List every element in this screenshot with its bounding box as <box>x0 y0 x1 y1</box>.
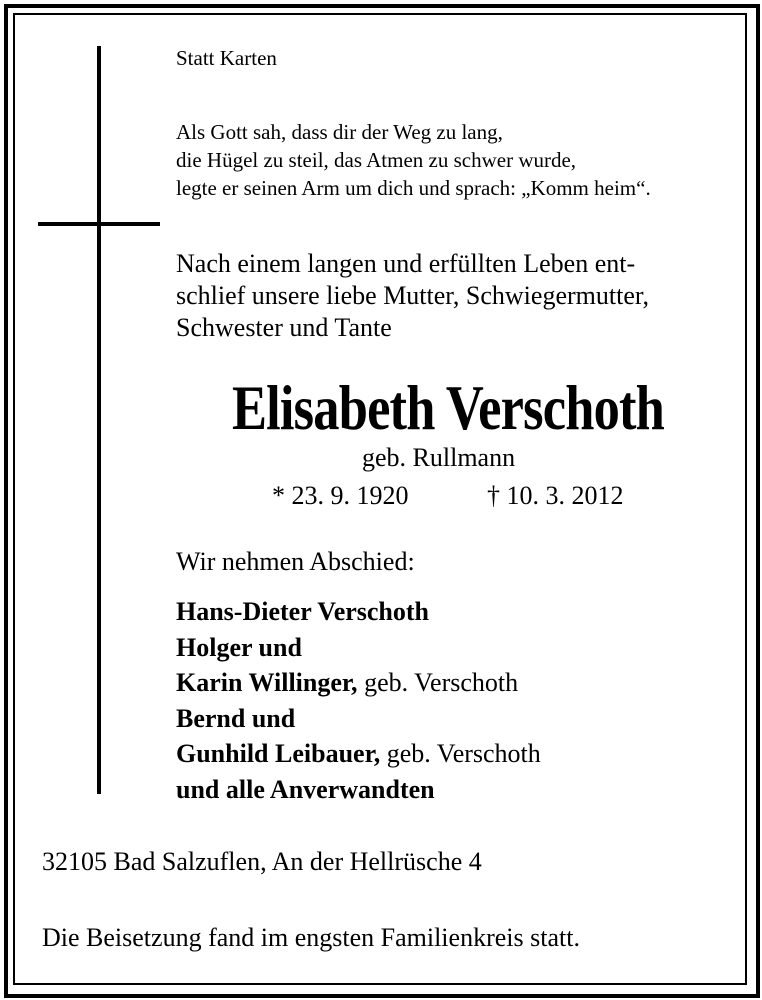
address: 32105 Bad Salzuflen, An der Hellrüsche 4 <box>42 847 482 876</box>
mourner <box>176 665 541 701</box>
mourner <box>176 630 541 666</box>
mourner-name: und alle Anverwandten <box>176 774 435 804</box>
deceased-name: Elisabeth Verschoth <box>231 372 665 443</box>
poem-line: Als Gott sah, dass dir der Weg zu lang, <box>176 120 503 144</box>
mourner <box>176 594 541 630</box>
mourner-name: Holger und <box>176 632 302 662</box>
birth-date: * 23. 9. 1920 <box>272 481 409 510</box>
mourner-name: Hans-Dieter Verschoth <box>176 597 430 626</box>
farewell-text: Wir nehmen Abschied: <box>176 547 415 576</box>
mourner-suffix: geb. Verschoth <box>357 668 519 697</box>
mourner <box>176 772 541 808</box>
mourner-name: Bernd und <box>176 703 296 733</box>
birth-name: geb. Rullmann <box>362 443 516 472</box>
burial-note: Die Beisetzung fand im engsten Familienkreis statt. <box>42 923 580 952</box>
death-date: † 10. 3. 2012 <box>487 481 624 510</box>
mourner-suffix: geb. Verschoth <box>380 739 541 768</box>
mourner-name: Karin Willinger, <box>176 668 358 697</box>
poem-line: legte er seinen Arm um dich und sprach: „Komm heim“. <box>176 176 651 200</box>
header-text: Statt Karten <box>176 46 277 70</box>
mourner <box>176 736 541 772</box>
poem-line: die Hügel zu steil, das Atmen zu schwer wurde, <box>176 148 577 172</box>
mourner-name: Gunhild Leibauer, <box>176 739 381 768</box>
intro-line: Nach einem langen und erfüllten Leben ent- <box>176 249 636 278</box>
mourners-list <box>176 594 541 807</box>
mourner <box>176 701 541 737</box>
intro-line: Schwester und Tante <box>176 313 392 342</box>
intro-line: schlief unsere liebe Mutter, Schwiegermutter, <box>176 281 649 310</box>
